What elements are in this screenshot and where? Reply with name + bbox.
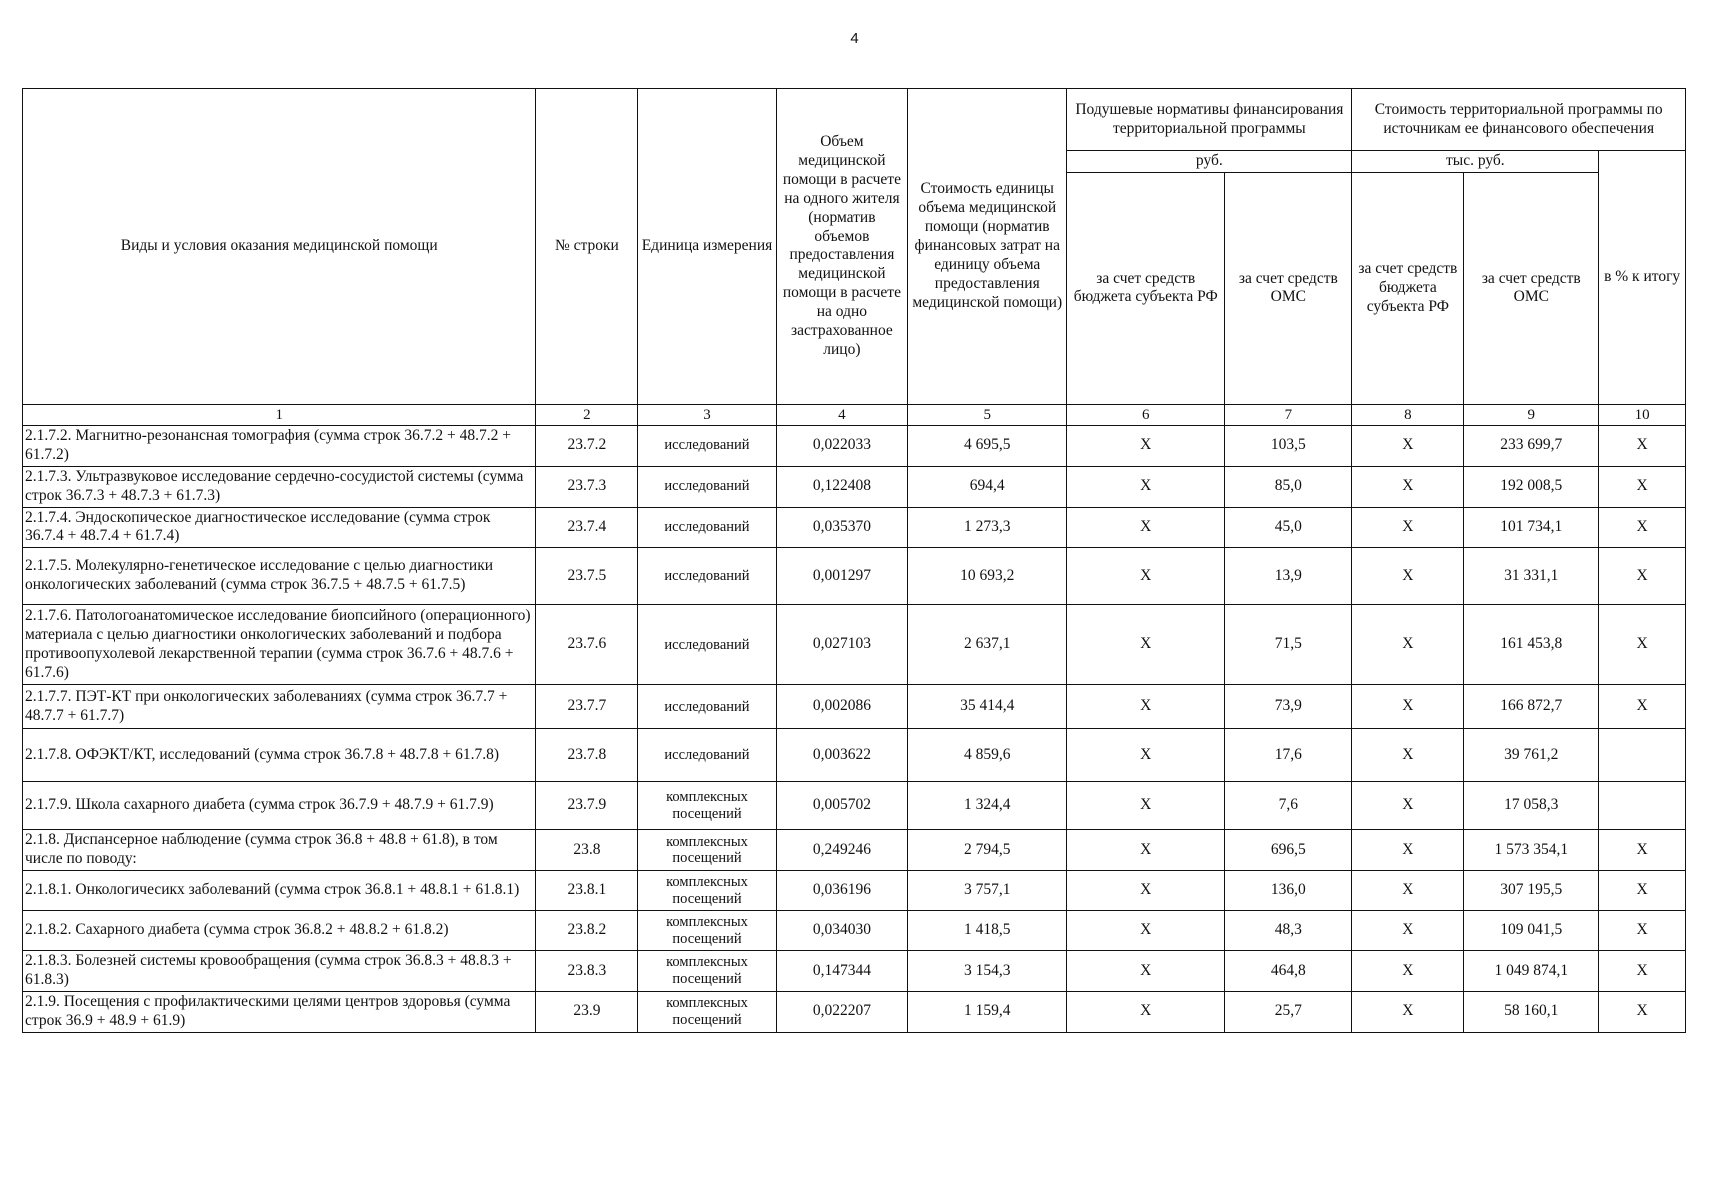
table-row (23, 951, 1686, 992)
row-budget-cost: X (1352, 605, 1464, 685)
row-budget-per-capita: X (1067, 911, 1225, 951)
row-budget-cost: X (1352, 466, 1464, 507)
row-budget-per-capita: X (1067, 425, 1225, 466)
row-name: 2.1.7.4. Эндоскопическое диагностическое исследование (сумма строк 36.7.4 + 48.7.4 + 61.7.4) (23, 507, 536, 548)
row-unit-cost: 1 324,4 (908, 782, 1067, 830)
row-oms-cost: 101 734,1 (1464, 507, 1599, 548)
row-percent-total: X (1599, 911, 1686, 951)
header-line-number: № строки (536, 89, 638, 405)
table-row (23, 729, 1686, 782)
row-line-number: 23.7.4 (536, 507, 638, 548)
table-row (23, 782, 1686, 830)
row-unit: комплексных посещений (638, 951, 776, 992)
row-unit: комплексных посещений (638, 911, 776, 951)
row-volume: 0,005702 (776, 782, 908, 830)
column-number: 3 (638, 404, 776, 425)
row-budget-cost: X (1352, 991, 1464, 1032)
table-row (23, 911, 1686, 951)
row-name: 2.1.7.7. ПЭТ-КТ при онкологических заболеваниях (сумма строк 36.7.7 + 48.7.7 + 61.7.7) (23, 685, 536, 729)
row-volume: 0,035370 (776, 507, 908, 548)
row-percent-total: X (1599, 466, 1686, 507)
row-unit-cost: 1 418,5 (908, 911, 1067, 951)
row-unit: комплексных посещений (638, 782, 776, 830)
row-unit-cost: 3 757,1 (908, 871, 1067, 911)
row-oms-per-capita: 13,9 (1225, 548, 1352, 605)
row-line-number: 23.7.2 (536, 425, 638, 466)
header-unit-cost: Стоимость единицы объема медицинской помощи (норматив финансовых затрат на единицу объема предоставления медицинской помощи) (908, 89, 1067, 405)
row-percent-total (1599, 729, 1686, 782)
table-row (23, 605, 1686, 685)
row-line-number: 23.7.3 (536, 466, 638, 507)
row-oms-per-capita: 464,8 (1225, 951, 1352, 992)
row-budget-cost: X (1352, 830, 1464, 871)
row-name: 2.1.8.3. Болезней системы кровообращения (сумма строк 36.8.3 + 48.8.3 + 61.8.3) (23, 951, 536, 992)
row-budget-per-capita: X (1067, 605, 1225, 685)
row-volume: 0,003622 (776, 729, 908, 782)
row-oms-per-capita: 7,6 (1225, 782, 1352, 830)
row-volume: 0,249246 (776, 830, 908, 871)
header-per-capita-group: Подушевые нормативы финансирования территориальной программы (1067, 89, 1352, 151)
row-budget-cost: X (1352, 729, 1464, 782)
row-volume: 0,027103 (776, 605, 908, 685)
header-unit-rub: руб. (1067, 151, 1352, 173)
row-oms-per-capita: 73,9 (1225, 685, 1352, 729)
row-percent-total: X (1599, 991, 1686, 1032)
row-unit-cost: 1 159,4 (908, 991, 1067, 1032)
row-budget-per-capita: X (1067, 466, 1225, 507)
row-budget-cost: X (1352, 951, 1464, 992)
row-line-number: 23.7.5 (536, 548, 638, 605)
row-unit-cost: 10 693,2 (908, 548, 1067, 605)
row-oms-per-capita: 103,5 (1225, 425, 1352, 466)
row-line-number: 23.9 (536, 991, 638, 1032)
row-unit-cost: 4 695,5 (908, 425, 1067, 466)
table-row (23, 685, 1686, 729)
row-oms-cost: 109 041,5 (1464, 911, 1599, 951)
row-budget-per-capita: X (1067, 782, 1225, 830)
row-oms-cost: 58 160,1 (1464, 991, 1599, 1032)
row-oms-cost: 39 761,2 (1464, 729, 1599, 782)
row-unit: исследований (638, 605, 776, 685)
row-budget-per-capita: X (1067, 830, 1225, 871)
row-unit-cost: 3 154,3 (908, 951, 1067, 992)
row-unit: исследований (638, 466, 776, 507)
row-unit-cost: 694,4 (908, 466, 1067, 507)
row-line-number: 23.7.9 (536, 782, 638, 830)
header-budget-per-capita: за счет средств бюджета субъекта РФ (1067, 172, 1225, 404)
row-line-number: 23.7.7 (536, 685, 638, 729)
header-unit-thousand-rub: тыс. руб. (1352, 151, 1599, 173)
row-unit: исследований (638, 685, 776, 729)
header-volume: Объем медицинской помощи в расчете на одного жителя (норматив объемов предоставления медицинской помощи в расчете на одно застрахованное лицо) (776, 89, 908, 405)
row-oms-cost: 1 049 874,1 (1464, 951, 1599, 992)
row-budget-per-capita: X (1067, 548, 1225, 605)
row-volume: 0,147344 (776, 951, 908, 992)
row-oms-per-capita: 696,5 (1225, 830, 1352, 871)
column-number: 8 (1352, 404, 1464, 425)
column-number: 2 (536, 404, 638, 425)
row-name: 2.1.7.9. Школа сахарного диабета (сумма строк 36.7.9 + 48.7.9 + 61.7.9) (23, 782, 536, 830)
row-name: 2.1.8.1. Онкологичесикх заболеваний (сумма строк 36.8.1 + 48.8.1 + 61.8.1) (23, 871, 536, 911)
row-oms-per-capita: 136,0 (1225, 871, 1352, 911)
row-line-number: 23.8.1 (536, 871, 638, 911)
row-budget-cost: X (1352, 685, 1464, 729)
table-row (23, 425, 1686, 466)
row-volume: 0,002086 (776, 685, 908, 729)
row-percent-total: X (1599, 605, 1686, 685)
column-number: 9 (1464, 404, 1599, 425)
row-unit: комплексных посещений (638, 830, 776, 871)
row-line-number: 23.8 (536, 830, 638, 871)
row-budget-cost: X (1352, 782, 1464, 830)
row-budget-per-capita: X (1067, 951, 1225, 992)
row-unit: исследований (638, 425, 776, 466)
row-name: 2.1.7.5. Молекулярно-генетическое исследование с целью диагностики онкологических заболеваний (сумма строк 36.7.5 + 48.7.5 + 61.7.5) (23, 548, 536, 605)
row-budget-per-capita: X (1067, 729, 1225, 782)
row-percent-total: X (1599, 871, 1686, 911)
row-unit: комплексных посещений (638, 991, 776, 1032)
row-budget-per-capita: X (1067, 507, 1225, 548)
row-percent-total: X (1599, 548, 1686, 605)
row-budget-cost: X (1352, 871, 1464, 911)
row-line-number: 23.7.6 (536, 605, 638, 685)
column-number: 6 (1067, 404, 1225, 425)
row-percent-total: X (1599, 685, 1686, 729)
column-number: 7 (1225, 404, 1352, 425)
table-row (23, 871, 1686, 911)
row-percent-total: X (1599, 830, 1686, 871)
row-name: 2.1.9. Посещения с профилактическими целями центров здоровья (сумма строк 36.9 + 48.9 + 61.9) (23, 991, 536, 1032)
table-body (23, 425, 1686, 1032)
row-oms-cost: 192 008,5 (1464, 466, 1599, 507)
row-unit-cost: 2 637,1 (908, 605, 1067, 685)
header-oms-per-capita: за счет средств ОМС (1225, 172, 1352, 404)
row-name: 2.1.7.6. Патологоанатомическое исследование биопсийного (операционного) материала с целью диагностики онкологических заболеваний и подбора противоопухолевой лекарственной терапии (сумма строк 36.7.6 + 48.7.6 + 61.7.6) (23, 605, 536, 685)
row-percent-total: X (1599, 507, 1686, 548)
row-oms-per-capita: 48,3 (1225, 911, 1352, 951)
header-types-conditions: Виды и условия оказания медицинской помощи (23, 89, 536, 405)
header-budget-cost: за счет средств бюджета субъекта РФ (1352, 172, 1464, 404)
table-row (23, 466, 1686, 507)
row-percent-total: X (1599, 951, 1686, 992)
medical-care-table (22, 88, 1686, 1033)
row-oms-cost: 1 573 354,1 (1464, 830, 1599, 871)
row-oms-cost: 233 699,7 (1464, 425, 1599, 466)
row-volume: 0,001297 (776, 548, 908, 605)
row-volume: 0,034030 (776, 911, 908, 951)
row-name: 2.1.7.2. Магнитно-резонансная томография (сумма строк 36.7.2 + 48.7.2 + 61.7.2) (23, 425, 536, 466)
row-line-number: 23.7.8 (536, 729, 638, 782)
column-number: 4 (776, 404, 908, 425)
row-budget-per-capita: X (1067, 871, 1225, 911)
row-name: 2.1.7.3. Ультразвуковое исследование сердечно-сосудистой системы (сумма строк 36.7.3 + 48.7.3 + 61.7.3) (23, 466, 536, 507)
row-unit: исследований (638, 507, 776, 548)
row-percent-total (1599, 782, 1686, 830)
row-unit-cost: 4 859,6 (908, 729, 1067, 782)
row-budget-cost: X (1352, 548, 1464, 605)
table-header (23, 89, 1686, 426)
row-unit-cost: 35 414,4 (908, 685, 1067, 729)
row-oms-per-capita: 71,5 (1225, 605, 1352, 685)
table-row (23, 991, 1686, 1032)
row-oms-per-capita: 85,0 (1225, 466, 1352, 507)
row-unit-cost: 1 273,3 (908, 507, 1067, 548)
row-unit: исследований (638, 729, 776, 782)
header-unit: Единица измерения (638, 89, 776, 405)
row-oms-cost: 307 195,5 (1464, 871, 1599, 911)
row-line-number: 23.8.2 (536, 911, 638, 951)
row-budget-cost: X (1352, 425, 1464, 466)
row-budget-cost: X (1352, 911, 1464, 951)
row-volume: 0,022207 (776, 991, 908, 1032)
row-budget-per-capita: X (1067, 685, 1225, 729)
row-name: 2.1.7.8. ОФЭКТ/КТ, исследований (сумма строк 36.7.8 + 48.7.8 + 61.7.8) (23, 729, 536, 782)
row-budget-cost: X (1352, 507, 1464, 548)
row-oms-per-capita: 17,6 (1225, 729, 1352, 782)
row-volume: 0,036196 (776, 871, 908, 911)
row-oms-cost: 31 331,1 (1464, 548, 1599, 605)
row-oms-cost: 17 058,3 (1464, 782, 1599, 830)
row-oms-cost: 166 872,7 (1464, 685, 1599, 729)
row-oms-per-capita: 45,0 (1225, 507, 1352, 548)
row-unit-cost: 2 794,5 (908, 830, 1067, 871)
column-number: 5 (908, 404, 1067, 425)
row-budget-per-capita: X (1067, 991, 1225, 1032)
row-unit: комплексных посещений (638, 871, 776, 911)
row-name: 2.1.8.2. Сахарного диабета (сумма строк 36.8.2 + 48.8.2 + 61.8.2) (23, 911, 536, 951)
row-oms-cost: 161 453,8 (1464, 605, 1599, 685)
row-name: 2.1.8. Диспансерное наблюдение (сумма строк 36.8 + 48.8 + 61.8), в том числе по поводу: (23, 830, 536, 871)
table-row (23, 507, 1686, 548)
row-line-number: 23.8.3 (536, 951, 638, 992)
row-oms-per-capita: 25,7 (1225, 991, 1352, 1032)
row-percent-total: X (1599, 425, 1686, 466)
column-number: 1 (23, 404, 536, 425)
header-percent-total: в % к итогу (1599, 151, 1686, 405)
table-row (23, 830, 1686, 871)
header-oms-cost: за счет средств ОМС (1464, 172, 1599, 404)
column-number: 10 (1599, 404, 1686, 425)
table-row (23, 548, 1686, 605)
header-cost-group: Стоимость территориальной программы по источникам ее финансового обеспечения (1352, 89, 1686, 151)
row-volume: 0,022033 (776, 425, 908, 466)
row-unit: исследований (638, 548, 776, 605)
row-volume: 0,122408 (776, 466, 908, 507)
column-numbers-row (23, 404, 1686, 425)
page-number: 4 (850, 30, 859, 47)
